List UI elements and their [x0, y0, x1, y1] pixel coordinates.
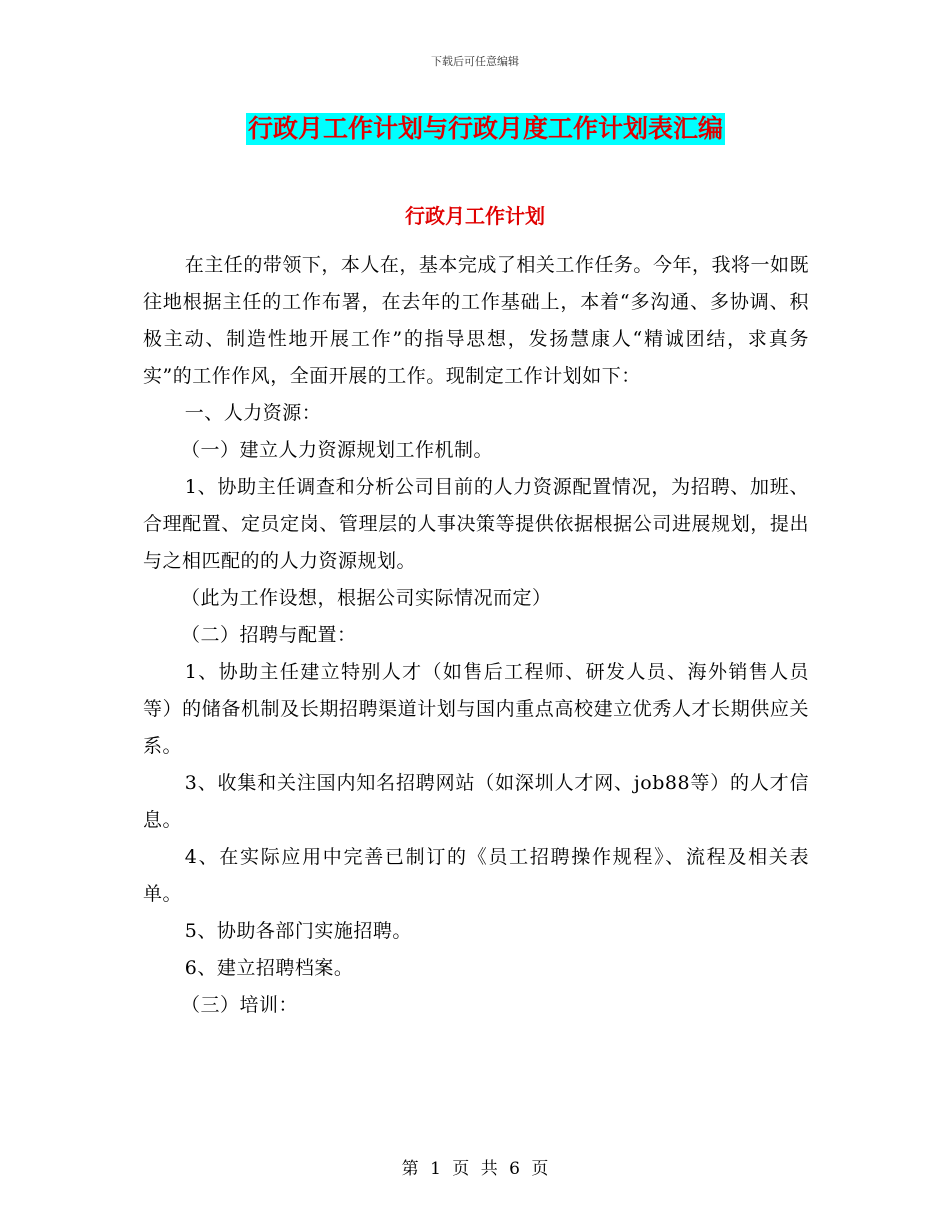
subheading-training: （三）培训：: [181, 994, 299, 1016]
paragraph-item: 4、在实际应用中完善已制订的《员工招聘操作规程》、流程及相关表单。: [143, 846, 809, 905]
paragraph-note: （此为工作设想，根据公司实际情况而定）: [181, 587, 552, 609]
paragraph-item: 1、协助主任调查和分析公司目前的人力资源配置情况，为招聘、加班、合理配置、定员定岗、管理层的人事决策等提供依据根据公司进展规划，提出与之相匹配的的人力资源规划。: [143, 476, 809, 572]
section-title: 行政月工作计划: [405, 204, 545, 228]
paragraph-item: 5、协助各部门实施招聘。: [184, 920, 412, 942]
document-main-title: 行政月工作计划与行政月度工作计划表汇编: [248, 114, 724, 143]
header-note: 下载后可任意编辑: [431, 55, 519, 68]
paragraph-item: 3、收集和关注国内知名招聘网站（如深圳人才网、job88等）的人才信息。: [143, 772, 809, 831]
document-body: [143, 247, 809, 1024]
subheading-recruitment: （二）招聘与配置：: [181, 624, 357, 646]
paragraph-item: 6、建立招聘档案。: [184, 957, 354, 979]
paragraph-item: 1、协助主任建立特别人才（如售后工程师、研发人员、海外销售人员等）的储备机制及长期招聘渠道计划与国内重点高校建立优秀人才长期供应关系。: [143, 661, 809, 757]
subheading-hr-planning: （一）建立人力资源规划工作机制。: [181, 439, 494, 461]
paragraph-intro: 在主任的带领下，本人在，基本完成了相关工作任务。今年，我将一如既往地根据主任的工作布署，在去年的工作基础上，本着“多沟通、多协调、积极主动、制造性地开展工作”的指导思想，发扬慧康人“精诚团结，求真务实”的工作作风，全面开展的工作。现制定工作计划如下：: [143, 254, 809, 387]
heading-human-resources: 一、人力资源：: [184, 402, 322, 424]
page-number: 第 1 页 共 6 页: [401, 1159, 549, 1179]
